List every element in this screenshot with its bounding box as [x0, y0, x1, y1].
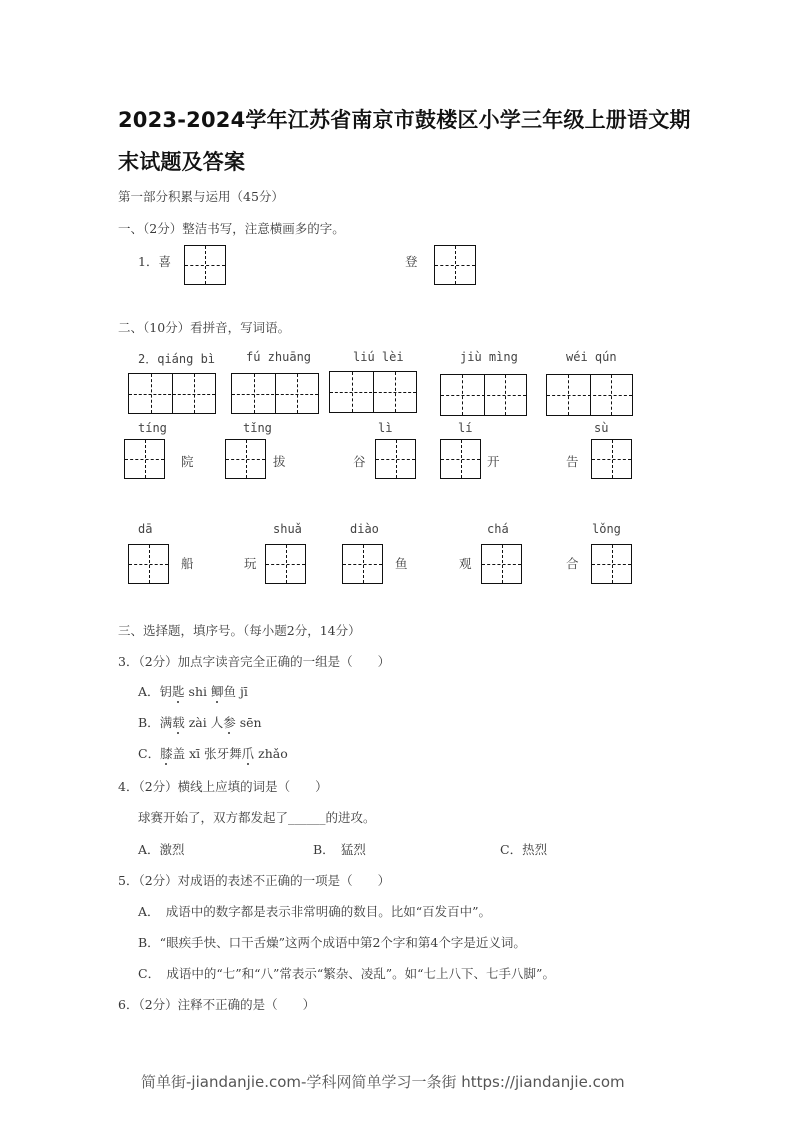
section1-heading: 一、（2分）整洁书写，注意横画多的字。 — [118, 221, 345, 236]
part-heading: 第一部分积累与运用（45分） — [118, 189, 284, 204]
question-5-option-a[interactable]: A． 成语中的数字都是表示非常明确的数目。比如“百发百中”。 — [138, 904, 492, 919]
pinyin: shi — [184, 684, 211, 699]
pinyin-label: fú zhuāng — [246, 350, 312, 364]
pinyin-label: dā — [138, 522, 153, 536]
pinyin-label: diào — [350, 522, 379, 536]
pinyin-label: tíng — [138, 421, 167, 435]
writing-box[interactable] — [342, 544, 383, 584]
writing-box-double[interactable] — [440, 374, 527, 416]
question-3-stem: 3．（2分）加点字读音完全正确的一组是（ ） — [118, 654, 391, 669]
question-3-option-c[interactable] — [138, 744, 288, 762]
given-char: 院 — [181, 454, 194, 469]
word-part: 人 — [210, 715, 224, 730]
word-part: 钥 — [159, 684, 173, 699]
question-3-option-a[interactable] — [138, 682, 248, 700]
pinyin-label: lì — [378, 421, 393, 435]
option-label: B． — [138, 715, 160, 730]
question-6-stem: 6．（2分）注释不正确的是（ ） — [118, 997, 316, 1012]
writing-box[interactable] — [591, 439, 632, 479]
pinyin-label: lǒng — [592, 522, 621, 536]
pinyin-label: chá — [487, 522, 509, 536]
writing-box[interactable] — [591, 544, 632, 584]
question-4-option-a[interactable]: A．激烈 — [138, 842, 185, 857]
writing-box[interactable] — [481, 544, 522, 584]
dotted-char: 膝 — [160, 746, 173, 761]
section2-heading: 二、（10分）看拼音，写词语。 — [118, 320, 291, 335]
given-char: 观 — [459, 556, 472, 571]
dotted-char: 载 — [172, 715, 185, 730]
word-part: 鱼 — [223, 684, 237, 699]
writing-box[interactable] — [184, 245, 226, 285]
pinyin-label: lí — [458, 421, 473, 435]
pinyin: xī — [185, 746, 205, 761]
option-label: C． — [138, 746, 161, 761]
pinyin-label: jiù mìng — [460, 350, 518, 364]
dotted-char: 参 — [223, 715, 236, 730]
given-char: 拔 — [273, 454, 286, 469]
question-5-option-b[interactable]: B．“眼疾手快、口干舌燥”这两个成语中第2个字和第4个字是近义词。 — [138, 935, 526, 950]
writing-box-double[interactable] — [231, 373, 319, 414]
option-label: A． — [138, 684, 160, 699]
word-part: 张牙舞 — [204, 746, 242, 761]
section1-char: 登 — [405, 254, 418, 269]
word-part: 盖 — [172, 746, 186, 761]
question-4-option-b[interactable]: B． 猛烈 — [313, 842, 366, 857]
dotted-char: 爪 — [241, 746, 255, 761]
dotted-char: 匙 — [172, 684, 185, 699]
given-char: 船 — [181, 556, 194, 571]
document-title-line2: 末试题及答案 — [118, 150, 246, 174]
pinyin-label: 2．qiáng bì — [138, 352, 216, 366]
pinyin-label: shuǎ — [273, 522, 302, 536]
writing-box-double[interactable] — [546, 374, 633, 416]
question-4-stem: 4．（2分）横线上应填的词是（ ） — [118, 779, 328, 794]
word-part: 满 — [159, 715, 173, 730]
writing-box-double[interactable] — [128, 373, 216, 414]
question-5-stem: 5．（2分）对成语的表述不正确的一项是（ ） — [118, 873, 391, 888]
writing-box[interactable] — [128, 544, 169, 584]
pinyin-label: liú lèi — [353, 350, 404, 364]
writing-box[interactable] — [225, 439, 266, 479]
pinyin-label: sù — [594, 421, 609, 435]
dotted-char: 鲫 — [210, 684, 224, 699]
given-char: 合 — [566, 556, 579, 571]
section3-heading: 三、选择题，填序号。（每小题2分，14分） — [118, 623, 361, 638]
given-char: 告 — [566, 454, 579, 469]
given-char: 谷 — [353, 454, 366, 469]
pinyin: sēn — [235, 715, 262, 730]
writing-box[interactable] — [124, 439, 165, 479]
given-char: 鱼 — [395, 556, 408, 571]
question-4-sentence: 球赛开始了，双方都发起了______的进攻。 — [138, 810, 376, 825]
given-char: 玩 — [244, 556, 257, 571]
pinyin: zhǎo — [254, 746, 288, 761]
writing-box[interactable] — [375, 439, 416, 479]
question-5-option-c[interactable]: C． 成语中的“七”和“八”常表示“繁杂、凌乱”。如“七上八下、七手八脚”。 — [138, 966, 555, 981]
question-3-option-b[interactable] — [138, 713, 262, 731]
pinyin: jī — [236, 684, 248, 699]
document-title-line1: 2023-2024学年江苏省南京市鼓楼区小学三年级上册语文期 — [118, 108, 691, 132]
question-4-option-c[interactable]: C．热烈 — [500, 842, 548, 857]
writing-box-double[interactable] — [329, 371, 417, 413]
footer-watermark: 简单街-jiandanjie.com-学科网简单学习一条街 https://jiandanjie.com — [141, 1073, 625, 1091]
writing-box[interactable] — [440, 439, 481, 479]
pinyin-label: wéi qún — [566, 350, 617, 364]
pinyin: zài — [184, 715, 211, 730]
given-char: 开 — [487, 454, 500, 469]
section1-item-label: 1．喜 — [138, 254, 171, 269]
pinyin-label: tǐng — [243, 421, 272, 435]
writing-box[interactable] — [265, 544, 306, 584]
writing-box[interactable] — [434, 245, 476, 285]
